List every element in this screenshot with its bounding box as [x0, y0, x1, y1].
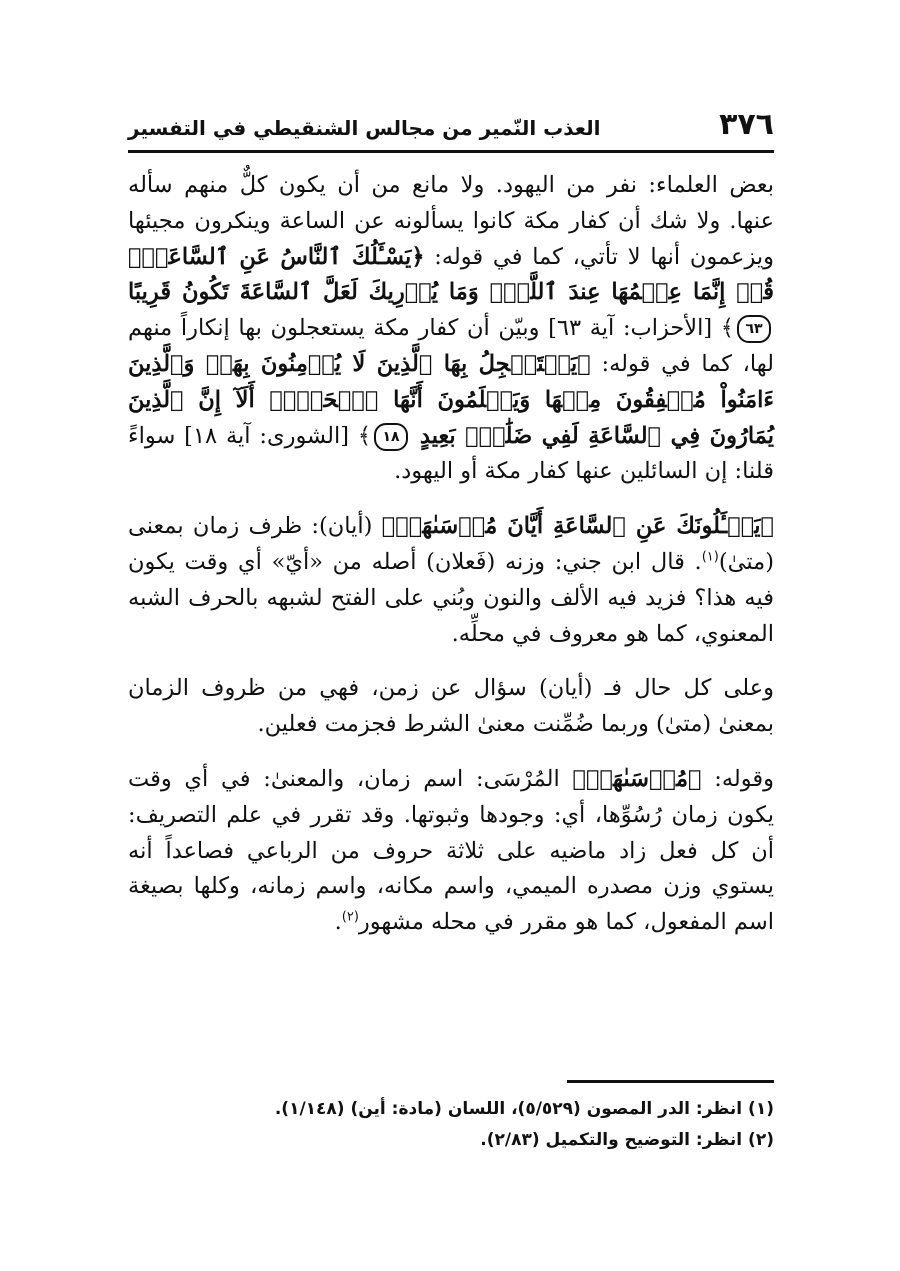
paragraph-1: [128, 168, 774, 490]
quran-verse: ﴿مُرۡسَىٰهَاۖ﴾: [572, 765, 702, 792]
main-text: [128, 168, 774, 960]
footnote-reference[interactable]: (١): [701, 549, 719, 565]
paragraph-3: [128, 671, 774, 743]
quran-verse: ﴿يَسْـَٔلُكَ ٱلنَّاسُ عَنِ ٱلسَّاعَةِۖ قُلۡ إِنَّمَا عِلۡمُهَا عِندَ ٱللَّهِۚ وَمَا يُدۡرِيكَ لَعَلَّ ٱلسَّاعَةَ تَكُونُ قَرِيبًا: [128, 243, 774, 306]
paragraph-text: وقوله:: [714, 765, 774, 792]
paragraph-text: المُرْسَى: اسم زمان، والمعنىٰ: في أي وقت يكون زمان رُسُوِّها، أي: وجودها وثبوتها. وقد تقرر في علم التصريف: أن كل فعل زاد ماضيه على ثلاثة حروف من الرباعي فصاعداً أنه يستوي وزن مصدره الميمي، واسم مكانه، واسم زمانه، وكلها بصيغة اسم المفعول، كما هو مقرر في محله مشهور: [128, 765, 774, 936]
paragraph-text: ﴾ [الأحزاب: آية ٦٣] وبيّن أن كفار مكة يستعجلون بها إنكاراً منهم لها، كما في قوله:: [128, 315, 775, 377]
footnote-divider: [567, 1080, 774, 1083]
header-divider: [128, 150, 774, 153]
ayah-number-marker: ١٨: [374, 423, 408, 451]
footnote-item: [128, 1094, 774, 1125]
quran-verse: ﴿يَسۡتَعۡجِلُ بِهَا ٱلَّذِينَ لَا يُؤۡمِنُونَ بِهَاۖ وَٱلَّذِينَ ءَامَنُواْ مُشۡفِقُونَ مِنۡهَا وَيَعۡلَمُونَ أَنَّهَا ٱلۡحَقُّۗ أَلَآ إِنَّ ٱلَّذِينَ يُمَارُونَ فِي ٱلسَّاعَةِ لَفِي ضَلَٰلِۭ بَعِيدٍ: [128, 350, 774, 449]
footnote-text: انظر: الدر المصون (٥/٥٢٩)، اللسان (مادة: أين) (١/١٤٨).: [274, 1099, 743, 1119]
paragraph-text: بعض العلماء: نفر من اليهود. ولا مانع من أن يكون كلٌّ منهم سأله عنها. ولا شك أن كفار مكة كانوا يسألونه عن الساعة وينكرون مجيئها ويزعمون أنها لا تأتي، كما في قوله:: [128, 172, 774, 270]
quran-verse: ﴿يَسۡـَٔلُونَكَ عَنِ ٱلسَّاعَةِ أَيَّانَ مُرۡسَىٰهَاۖ﴾: [381, 513, 774, 540]
running-title: العذب النّمير من مجالس الشنقيطي في التفسير: [128, 116, 601, 140]
paragraph-text: (أيان): ظرف زمان بمعنى (متىٰ): [128, 513, 774, 575]
footnote-text: انظر: التوضيح والتكميل (٢/٨٣).: [480, 1130, 743, 1150]
footnotes: [128, 1094, 774, 1156]
page-number: ٣٧٦: [719, 107, 774, 142]
paragraph-4: [128, 762, 774, 941]
footnote-number: (١): [748, 1099, 774, 1119]
paragraph-2: [128, 509, 774, 652]
ayah-number-marker: ٦٣: [737, 315, 771, 343]
paragraph-text: ﴾ [الشورى: آية ١٨] سواءً قلنا: إن السائلين عنها كفار مكة أو اليهود.: [128, 422, 774, 485]
footnote-item: [128, 1125, 774, 1156]
paragraph-text: وعلى كل حال فـ (أيان) سؤال عن زمن، فهي من ظروف الزمان بمعنىٰ (متىٰ) وربما ضُمِّنت معنىٰ الشرط فجزمت فعلين.: [128, 675, 774, 738]
footnote-number: (٢): [748, 1130, 774, 1150]
footnote-reference[interactable]: (٢): [341, 909, 359, 925]
paragraph-text: .: [334, 909, 342, 936]
paragraph-text: . قال ابن جني: وزنه (فَعلان) أصله من «أيّ» أي وقت يكون فيه هذا؟ فزيد فيه الألف والنون وبُني على الفتح لشبهه بالحرف الشبه المعنوي، كما هو معروف في محلِّه.: [128, 548, 774, 647]
page-header: [128, 106, 774, 150]
